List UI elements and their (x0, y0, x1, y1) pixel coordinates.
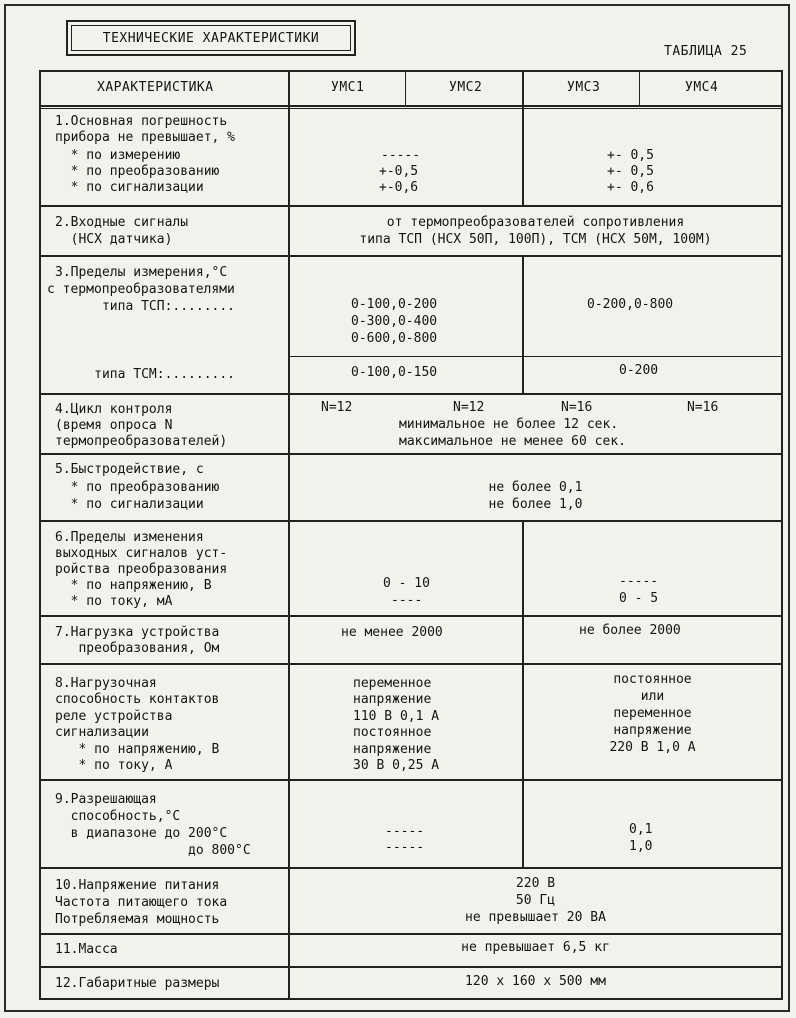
row8-umc34-value: 220 В 1,0 А (609, 740, 696, 755)
row4-label-line: 4.Цикл контроля (55, 402, 173, 417)
row6-umc34-voltage: ----- (619, 574, 659, 589)
header-col-divider (405, 72, 406, 105)
row-divider (41, 966, 781, 968)
row1-umc34-value: +- 0,5 (607, 164, 654, 179)
row5-value: не более 0,1 (488, 480, 583, 495)
table-label: ТАБЛИЦА 25 (664, 44, 748, 59)
row6-label-line: * по току, мА (55, 594, 173, 609)
header-umc2: УМС2 (449, 80, 483, 95)
row10-value: 220 В (515, 876, 556, 891)
row8-umc34-value: постоянное (613, 672, 692, 687)
header-divider (41, 105, 781, 107)
row-divider (41, 520, 781, 522)
row4-label-line: термопреобразователей) (55, 434, 228, 449)
row4-value: максимальное не менее 60 сек. (399, 434, 626, 449)
row4-n-umc4: N=16 (687, 400, 719, 415)
row2-value: типа ТСП (НСХ 50П, 100П), ТСМ (НСХ 50М, 100М) (359, 232, 712, 247)
row-divider (41, 867, 781, 869)
row8-label-line: * по току, А (55, 758, 173, 773)
row3-tsp-range-umc34: 0-200,0-800 (587, 297, 674, 312)
row3-tsm-range-umc34: 0-200 (619, 363, 659, 378)
row9-umc34-value: 0,1 (629, 822, 653, 837)
row12-label: 12.Габаритные размеры (55, 976, 220, 991)
row10-value: не превышает 20 ВА (465, 910, 606, 925)
row-divider (41, 615, 781, 617)
row9-label-line: 9.Разрешающая (55, 792, 157, 807)
row6-umc34-current: 0 - 5 (619, 591, 659, 606)
row3-label-line: 3.Пределы измерения,°С (55, 265, 228, 280)
row4-n-umc1: N=12 (321, 400, 353, 415)
col-divider-mid (522, 779, 524, 867)
header-col-divider (639, 72, 640, 105)
row1-label-line: 1.Основная погрешность (55, 114, 228, 129)
row4-label-line: (время опроса N (55, 418, 173, 433)
row3-tsp-range: 0-600,0-800 (351, 331, 438, 346)
row6-umc12-voltage: 0 - 10 (383, 576, 430, 591)
row-divider (41, 255, 781, 257)
row3-tsm-range: 0-100,0-150 (351, 365, 438, 380)
row4-n-umc3: N=16 (561, 400, 593, 415)
row6-label-line: 6.Пределы изменения (55, 530, 204, 545)
row1-label-line: * по сигнализации (55, 180, 204, 195)
row8-label-line: 8.Нагрузочная (55, 676, 157, 691)
title-box (66, 20, 356, 56)
row4-value: минимальное не более 12 сек. (399, 417, 619, 432)
row5-label-line: * по преобразованию (55, 480, 220, 495)
row7-label-line: 7.Нагрузка устройства (55, 625, 220, 640)
row8-umc12-value: 110 В 0,1 А (353, 709, 440, 724)
row-subdivider (288, 356, 781, 357)
header-umc1: УМС1 (331, 80, 365, 95)
row8-umc12-value: 30 В 0,25 А (353, 758, 440, 773)
row3-tsp-range: 0-300,0-400 (351, 314, 438, 329)
row8-label-line: реле устройства (55, 709, 173, 724)
row8-umc12-value: постоянное (353, 725, 432, 740)
row5-label-line: * по сигнализации (55, 497, 204, 512)
row8-label-line: * по напряжению, В (55, 742, 220, 757)
row6-label-line: выходных сигналов уст- (55, 546, 228, 561)
row8-umc12-value: переменное (353, 676, 432, 691)
row10-label-line: 10.Напряжение питания (55, 878, 220, 893)
row10-label-line: Потребляемая мощность (55, 912, 220, 927)
row-divider (41, 663, 781, 665)
spec-table (39, 70, 783, 1000)
row-divider (41, 779, 781, 781)
header-umc3: УМС3 (567, 80, 601, 95)
row7-umc34-value: не более 2000 (579, 623, 681, 638)
header-characteristic: ХАРАКТЕРИСТИКА (97, 80, 214, 95)
row12-value: 120 x 160 x 500 мм (465, 974, 606, 989)
row7-umc12-value: не менее 2000 (341, 625, 443, 640)
col-divider-mid (522, 72, 524, 205)
row8-label-line: сигнализации (55, 725, 149, 740)
row-divider (41, 205, 781, 207)
row-divider (41, 393, 781, 395)
row8-umc34-value: переменное (613, 706, 692, 721)
row8-umc34-value: напряжение (613, 723, 692, 738)
row9-label-line: в диапазоне до 200°С (55, 826, 228, 841)
row8-umc34-value: или (640, 689, 665, 704)
row4-n-umc2: N=12 (453, 400, 485, 415)
row1-label-line: прибора не превышает, % (55, 130, 236, 145)
row7-label-line: преобразования, Ом (55, 641, 220, 656)
row8-umc12-value: напряжение (353, 742, 432, 757)
row8-label-line: способность контактов (55, 692, 220, 707)
row10-value: 50 Гц (515, 893, 556, 908)
row9-label-line: до 800°С (55, 843, 251, 858)
row3-tsm-label: типа ТСМ:......... (55, 367, 236, 382)
row5-value: не более 1,0 (488, 497, 583, 512)
row-divider (41, 933, 781, 935)
row6-label-line: * по напряжению, В (55, 578, 212, 593)
col-divider-mid (522, 255, 524, 393)
row9-umc12-value: ----- (385, 840, 425, 855)
row-divider (41, 453, 781, 455)
row2-label-line: 2.Входные сигналы (55, 215, 189, 230)
row5-label-line: 5.Быстродействие, с (55, 462, 204, 477)
row9-umc34-value: 1,0 (629, 839, 653, 854)
row2-value: от термопреобразователей сопротивления (386, 215, 685, 230)
row3-label-line: с термопреобразователями (47, 282, 235, 297)
row1-label-line: * по преобразованию (55, 164, 220, 179)
row1-label-line: * по измерению (55, 148, 181, 163)
row1-umc12-value: +-0,5 (379, 164, 419, 179)
header-divider-double (41, 108, 781, 109)
document-title: ТЕХНИЧЕСКИЕ ХАРАКТЕРИСТИКИ (71, 25, 351, 51)
row9-umc12-value: ----- (385, 824, 425, 839)
row11-value: не превышает 6,5 кг (461, 940, 610, 955)
col-divider (288, 72, 290, 998)
row10-label-line: Частота питающего тока (55, 895, 228, 910)
row6-label-line: ройства преобразования (55, 562, 228, 577)
row1-umc34-value: +- 0,6 (607, 180, 654, 195)
header-umc4: УМС4 (685, 80, 719, 95)
row8-umc12-value: напряжение (353, 692, 432, 707)
row11-label: 11.Масса (55, 942, 118, 957)
row1-umc34-value: +- 0,5 (607, 148, 654, 163)
row1-umc12-value: +-0,6 (379, 180, 419, 195)
row2-label-line: (НСХ датчика) (55, 232, 173, 247)
row3-label-line: типа ТСП:........ (55, 299, 236, 314)
row3-tsp-range: 0-100,0-200 (351, 297, 438, 312)
row1-umc12-value: ----- (381, 148, 421, 163)
row6-umc12-current: ---- (391, 593, 423, 608)
row9-label-line: способность,°С (55, 809, 181, 824)
